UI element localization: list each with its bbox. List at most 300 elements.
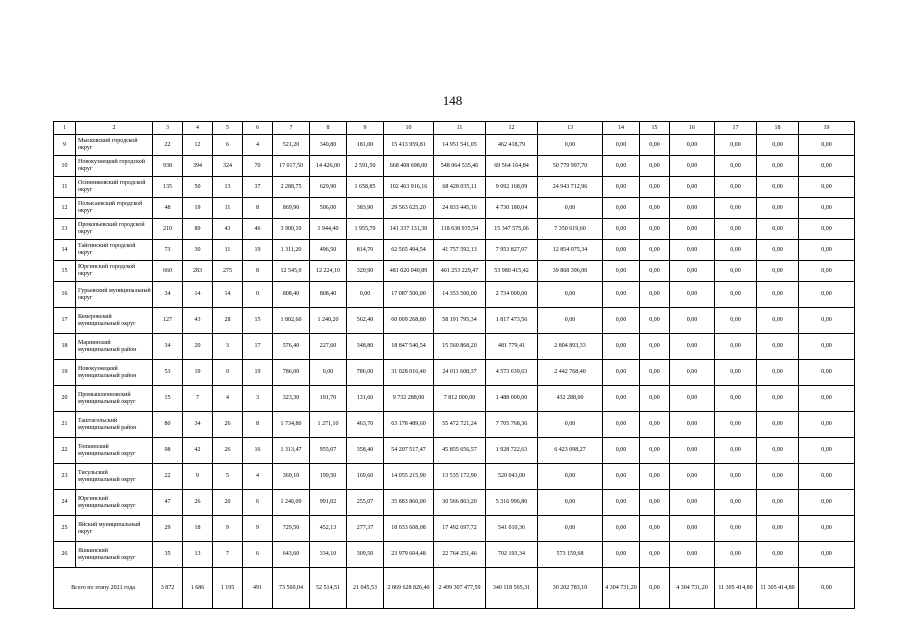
table-cell: 63 178 489,60 — [384, 412, 434, 438]
table-cell: 41 757 592,13 — [434, 240, 486, 261]
table-cell: 0,00 — [715, 261, 757, 282]
table-cell: 786,00 — [273, 360, 310, 386]
table-cell: 1 734,80 — [273, 412, 310, 438]
table-cell: 0,00 — [538, 282, 603, 308]
table-cell: 3 900,10 — [273, 219, 310, 240]
table-cell: 9 732 288,00 — [384, 386, 434, 412]
table-cell: 496,50 — [310, 240, 347, 261]
column-number: 5 — [213, 122, 243, 135]
total-cell: 0,00 — [640, 568, 670, 609]
table-cell: 15 413 959,81 — [384, 135, 434, 156]
table-cell: 0,00 — [799, 156, 855, 177]
table-cell: 0,00 — [715, 464, 757, 490]
row-number: 24 — [54, 490, 76, 516]
municipality-name: Таштагольский муниципальный район — [76, 412, 153, 438]
table-cell: 0,00 — [347, 282, 384, 308]
table-cell: 0,00 — [799, 542, 855, 568]
table-cell: 1 240,20 — [310, 308, 347, 334]
table-cell: 1 658,85 — [347, 177, 384, 198]
table-cell: 16 — [243, 438, 273, 464]
table-cell: 0,00 — [757, 282, 799, 308]
table-cell: 0,00 — [603, 282, 640, 308]
table-cell: 54 207 517,47 — [384, 438, 434, 464]
table-cell: 68 428 035,11 — [434, 177, 486, 198]
table-cell: 1 246,09 — [273, 490, 310, 516]
table-cell: 26 — [213, 438, 243, 464]
table-cell: 0,00 — [603, 219, 640, 240]
table-cell: 0,00 — [538, 198, 603, 219]
table-cell: 7 812 000,00 — [434, 386, 486, 412]
table-cell: 0,00 — [640, 219, 670, 240]
table-row — [54, 135, 855, 156]
table-cell: 0,00 — [640, 386, 670, 412]
table-cell: 2 804 893,33 — [538, 334, 603, 360]
table-cell: 17 — [243, 334, 273, 360]
table-cell: 1 313,47 — [273, 438, 310, 464]
column-number: 7 — [273, 122, 310, 135]
table-cell: 30 — [183, 240, 213, 261]
column-number: 11 — [434, 122, 486, 135]
municipality-name: Полысаевский городской округ — [76, 198, 153, 219]
table-cell: 11 — [213, 198, 243, 219]
table-cell: 80 — [153, 412, 183, 438]
table-cell: 0,00 — [640, 516, 670, 542]
table-cell: 17 017,50 — [273, 156, 310, 177]
table-cell: 0,00 — [799, 177, 855, 198]
table-cell: 3 — [243, 386, 273, 412]
table-cell: 0,00 — [757, 516, 799, 542]
table-cell: 0,00 — [670, 177, 715, 198]
table-cell: 0,00 — [538, 516, 603, 542]
table-cell: 0,00 — [640, 282, 670, 308]
total-cell: 4 304 731,20 — [670, 568, 715, 609]
table-cell: 18 — [183, 516, 213, 542]
table-cell: 277,37 — [347, 516, 384, 542]
table-cell: 0,00 — [715, 135, 757, 156]
table-cell: 34 — [183, 412, 213, 438]
table-cell: 0,00 — [640, 438, 670, 464]
table-cell: 0,00 — [640, 261, 670, 282]
table-cell: 0,00 — [640, 464, 670, 490]
table-cell: 0,00 — [603, 542, 640, 568]
table-cell: 255,07 — [347, 490, 384, 516]
table-cell: 869,90 — [273, 198, 310, 219]
table-cell: 0,00 — [603, 198, 640, 219]
column-number: 4 — [183, 122, 213, 135]
row-number: 15 — [54, 261, 76, 282]
table-cell: 0,00 — [799, 360, 855, 386]
municipality-name: Топкинский муниципальный округ — [76, 438, 153, 464]
table-cell: 23 979 604,48 — [384, 542, 434, 568]
table-cell: 0,00 — [715, 334, 757, 360]
row-number: 19 — [54, 360, 76, 386]
table-cell: 227,60 — [310, 334, 347, 360]
table-cell: 0,00 — [799, 308, 855, 334]
table-cell: 5 — [213, 464, 243, 490]
table-cell: 0,00 — [603, 464, 640, 490]
table-cell: 14 — [183, 282, 213, 308]
table-cell: 0,00 — [670, 412, 715, 438]
table-cell: 13 — [213, 177, 243, 198]
table-cell: 15 347 575,06 — [486, 219, 538, 240]
table-cell: 7 350 619,60 — [538, 219, 603, 240]
table-cell: 0,00 — [799, 219, 855, 240]
table-cell: 0,00 — [757, 542, 799, 568]
table-cell: 0,00 — [715, 177, 757, 198]
table-cell: 2 442 768,40 — [538, 360, 603, 386]
row-number: 18 — [54, 334, 76, 360]
table-cell: 0,00 — [670, 219, 715, 240]
table-cell: 0,00 — [603, 334, 640, 360]
table-cell: 0,00 — [603, 386, 640, 412]
column-number: 3 — [153, 122, 183, 135]
municipality-name: Промышленновский муниципальный округ — [76, 386, 153, 412]
table-cell: 43 — [183, 308, 213, 334]
table-cell: 14 426,00 — [310, 156, 347, 177]
table-cell: 463,70 — [347, 412, 384, 438]
municipality-name: Юргинский муниципальный округ — [76, 490, 153, 516]
column-number: 15 — [640, 122, 670, 135]
municipality-name: Яшкинский муниципальный округ — [76, 542, 153, 568]
table-cell: 0,00 — [757, 219, 799, 240]
municipality-name: Новокузнецкий городской округ — [76, 156, 153, 177]
column-number: 13 — [538, 122, 603, 135]
table-row — [54, 282, 855, 308]
table-cell: 34 — [153, 282, 183, 308]
table-cell: 0,00 — [799, 386, 855, 412]
table-cell: 0,00 — [799, 438, 855, 464]
table-cell: 334,10 — [310, 542, 347, 568]
table-cell: 6 — [243, 542, 273, 568]
column-number: 2 — [76, 122, 153, 135]
total-cell: 73 560,04 — [273, 568, 310, 609]
table-cell: 383,90 — [347, 198, 384, 219]
table-cell: 0 — [213, 360, 243, 386]
table-cell: 2 591,50 — [347, 156, 384, 177]
table-cell: 35 — [153, 542, 183, 568]
table-cell: 19 — [243, 360, 273, 386]
table-row — [54, 464, 855, 490]
table-cell: 4 730 180,04 — [486, 198, 538, 219]
table-cell: 127 — [153, 308, 183, 334]
table-cell: 0,00 — [670, 360, 715, 386]
table-cell: 7 953 827,07 — [486, 240, 538, 261]
table-cell: 668 408 698,00 — [384, 156, 434, 177]
table-cell: 0,00 — [757, 360, 799, 386]
municipality-name: Гурьевский муниципальный округ — [76, 282, 153, 308]
table-cell: 4 — [213, 386, 243, 412]
table-cell: 452,13 — [310, 516, 347, 542]
total-cell: 1 195 — [213, 568, 243, 609]
table-cell: 0,00 — [310, 360, 347, 386]
table-cell: 401 253 229,47 — [434, 261, 486, 282]
table-cell: 62 565 494,54 — [384, 240, 434, 261]
total-cell: 21 045,53 — [347, 568, 384, 609]
table-cell: 1 271,10 — [310, 412, 347, 438]
table-cell: 14 951 541,05 — [434, 135, 486, 156]
row-number: 14 — [54, 240, 76, 261]
table-row — [54, 198, 855, 219]
column-number: 18 — [757, 122, 799, 135]
table-cell: 0,00 — [757, 412, 799, 438]
table-cell: 60 009 268,80 — [384, 308, 434, 334]
table-row — [54, 261, 855, 282]
table-cell: 0,00 — [757, 438, 799, 464]
municipality-name: Тисульский муниципальный округ — [76, 464, 153, 490]
table-cell: 0,00 — [799, 490, 855, 516]
table-row — [54, 542, 855, 568]
row-number: 22 — [54, 438, 76, 464]
table-cell: 481 779,41 — [486, 334, 538, 360]
table-cell: 0,00 — [715, 360, 757, 386]
table-cell: 199,50 — [310, 464, 347, 490]
table-row — [54, 412, 855, 438]
table-cell: 0,00 — [603, 490, 640, 516]
table-cell: 169,60 — [347, 464, 384, 490]
table-cell: 0,00 — [603, 438, 640, 464]
table-cell: 0,00 — [715, 308, 757, 334]
table-cell: 0,00 — [603, 177, 640, 198]
municipality-name: Новокузнецкий муниципальный район — [76, 360, 153, 386]
table-cell: 462 418,79 — [486, 135, 538, 156]
table-cell: 9 — [183, 464, 213, 490]
table-cell: 808,40 — [310, 282, 347, 308]
row-number: 21 — [54, 412, 76, 438]
table-cell: 432 288,00 — [538, 386, 603, 412]
table-row — [54, 516, 855, 542]
column-number: 17 — [715, 122, 757, 135]
table-cell: 548 064 535,46 — [434, 156, 486, 177]
municipality-name: Тайгинский городской округ — [76, 240, 153, 261]
table-cell: 118 638 935,54 — [434, 219, 486, 240]
table-cell: 31 028 016,40 — [384, 360, 434, 386]
table-cell: 69 564 164,84 — [486, 156, 538, 177]
table-row — [54, 219, 855, 240]
table-cell: 0,00 — [799, 516, 855, 542]
total-cell: 11 305 414,80 — [757, 568, 799, 609]
table-row — [54, 240, 855, 261]
table-cell: 50 779 997,70 — [538, 156, 603, 177]
table-cell: 45 855 656,57 — [434, 438, 486, 464]
table-cell: 26 — [183, 490, 213, 516]
total-cell: 2 869 628 826,40 — [384, 568, 434, 609]
table-cell: 17 087 500,00 — [384, 282, 434, 308]
table-cell: 0,00 — [799, 412, 855, 438]
table-cell: 89 — [183, 219, 213, 240]
table-cell: 0,00 — [757, 386, 799, 412]
table-cell: 481 020 040,89 — [384, 261, 434, 282]
total-cell: 491 — [243, 568, 273, 609]
table-cell: 0,00 — [640, 412, 670, 438]
table-cell: 29 563 625,20 — [384, 198, 434, 219]
table-cell: 541 010,36 — [486, 516, 538, 542]
table-cell: 42 — [183, 438, 213, 464]
table-cell: 0,00 — [670, 516, 715, 542]
municipality-name: Кемеровский муниципальный округ — [76, 308, 153, 334]
row-number: 25 — [54, 516, 76, 542]
table-cell: 135 — [153, 177, 183, 198]
table-cell: 0,00 — [670, 490, 715, 516]
table-cell: 0,00 — [538, 308, 603, 334]
column-number: 1 — [54, 122, 76, 135]
table-cell: 1 817 473,56 — [486, 308, 538, 334]
table-cell: 34 — [153, 334, 183, 360]
table-cell: 348,80 — [347, 334, 384, 360]
table-cell: 660 — [153, 261, 183, 282]
table-cell: 131,60 — [347, 386, 384, 412]
table-cell: 1 802,60 — [273, 308, 310, 334]
table-cell: 0,00 — [799, 334, 855, 360]
table-cell: 24 943 712,96 — [538, 177, 603, 198]
table-cell: 58 191 795,34 — [434, 308, 486, 334]
table-cell: 47 — [153, 490, 183, 516]
table-cell: 9 — [243, 516, 273, 542]
table-cell: 643,60 — [273, 542, 310, 568]
table-cell: 0,00 — [603, 412, 640, 438]
table-row — [54, 156, 855, 177]
table-cell: 729,50 — [273, 516, 310, 542]
table-cell: 12 — [183, 135, 213, 156]
table-cell: 9 — [213, 516, 243, 542]
table-cell: 320,90 — [347, 261, 384, 282]
table-cell: 98 — [153, 438, 183, 464]
row-number: 23 — [54, 464, 76, 490]
table-cell: 39 868 396,00 — [538, 261, 603, 282]
total-cell: 4 304 731,20 — [603, 568, 640, 609]
total-cell: 1 686 — [183, 568, 213, 609]
column-number: 6 — [243, 122, 273, 135]
table-cell: 6 — [243, 490, 273, 516]
table-cell: 24 833 445,16 — [434, 198, 486, 219]
table-row — [54, 360, 855, 386]
table-cell: 12 545,0 — [273, 261, 310, 282]
total-cell: 30 202 783,10 — [538, 568, 603, 609]
table-cell: 0,00 — [715, 438, 757, 464]
table-row — [54, 438, 855, 464]
table-cell: 0,00 — [670, 198, 715, 219]
table-row — [54, 386, 855, 412]
table-cell: 0,00 — [757, 334, 799, 360]
table-cell: 0,00 — [799, 261, 855, 282]
table-cell: 37 — [243, 177, 273, 198]
table-cell: 0,00 — [670, 334, 715, 360]
table-cell: 576,40 — [273, 334, 310, 360]
total-cell: 2 499 307 477,59 — [434, 568, 486, 609]
table-cell: 22 — [153, 464, 183, 490]
table-cell: 0,00 — [670, 308, 715, 334]
table-cell: 340,80 — [310, 135, 347, 156]
municipality-name: Прокопьевский городской округ — [76, 219, 153, 240]
table-cell: 55 472 721,24 — [434, 412, 486, 438]
table-cell: 8 — [243, 412, 273, 438]
municipality-name: Осинниковский городской округ — [76, 177, 153, 198]
row-number: 13 — [54, 219, 76, 240]
table-cell: 0,00 — [715, 516, 757, 542]
table-cell: 0,00 — [603, 240, 640, 261]
table-cell: 8 — [243, 261, 273, 282]
municipality-name: Яйский муниципальный округ — [76, 516, 153, 542]
table-cell: 0,00 — [603, 135, 640, 156]
table-cell: 5 316 996,80 — [486, 490, 538, 516]
table-cell: 991,02 — [310, 490, 347, 516]
total-cell: 340 118 565,31 — [486, 568, 538, 609]
table-cell: 0,00 — [799, 135, 855, 156]
table-cell: 0,00 — [670, 438, 715, 464]
table-cell: 14 — [213, 282, 243, 308]
table-cell: 0,00 — [603, 261, 640, 282]
table-cell: 102 463 916,16 — [384, 177, 434, 198]
table-cell: 0,00 — [640, 198, 670, 219]
table-cell: 0,00 — [757, 490, 799, 516]
table-cell: 0,00 — [670, 542, 715, 568]
table-cell: 12 854 075,34 — [538, 240, 603, 261]
table-cell: 43 — [213, 219, 243, 240]
table-cell: 35 883 860,00 — [384, 490, 434, 516]
table-cell: 0,00 — [670, 261, 715, 282]
table-cell: 814,70 — [347, 240, 384, 261]
table-cell: 18 847 540,54 — [384, 334, 434, 360]
table-cell: 0,00 — [757, 198, 799, 219]
table-cell: 20 — [183, 334, 213, 360]
table-cell: 0,00 — [757, 308, 799, 334]
table-cell: 17 492 697,72 — [434, 516, 486, 542]
table-cell: 629,90 — [310, 177, 347, 198]
table-cell: 4 — [243, 464, 273, 490]
table-cell: 20 — [213, 490, 243, 516]
table-cell: 1 955,70 — [347, 219, 384, 240]
table-cell: 324 — [213, 156, 243, 177]
table-cell: 0,00 — [640, 177, 670, 198]
table-cell: 6 423 098,27 — [538, 438, 603, 464]
municipality-name: Мариинский муниципальный район — [76, 334, 153, 360]
row-number: 17 — [54, 308, 76, 334]
table-cell: 1 928 722,63 — [486, 438, 538, 464]
table-cell: 0,00 — [640, 360, 670, 386]
table-cell: 48 — [153, 198, 183, 219]
table-cell: 12 224,10 — [310, 261, 347, 282]
table-cell: 283 — [183, 261, 213, 282]
table-cell: 11 — [213, 240, 243, 261]
table-cell: 19 — [243, 240, 273, 261]
table-cell: 0,00 — [670, 386, 715, 412]
table-cell: 210 — [153, 219, 183, 240]
table-cell: 358,40 — [347, 438, 384, 464]
table-cell: 0,00 — [799, 240, 855, 261]
row-number: 16 — [54, 282, 76, 308]
table-cell: 562,40 — [347, 308, 384, 334]
table-cell: 6 — [213, 135, 243, 156]
table-cell: 30 566 863,20 — [434, 490, 486, 516]
table-cell: 15 — [153, 386, 183, 412]
table-cell: 369,10 — [273, 464, 310, 490]
total-label: Всего по этапу 2021 года — [54, 568, 153, 609]
table-cell: 0,00 — [799, 198, 855, 219]
table-cell: 0,00 — [670, 464, 715, 490]
column-number: 8 — [310, 122, 347, 135]
table-cell: 0,00 — [538, 490, 603, 516]
table-cell: 0,00 — [603, 516, 640, 542]
table-cell: 14 353 500,00 — [434, 282, 486, 308]
table-cell: 0,00 — [640, 135, 670, 156]
page-number: 148 — [442, 93, 463, 108]
table-cell: 0,00 — [715, 386, 757, 412]
table-cell: 141 337 131,30 — [384, 219, 434, 240]
table-cell: 22 — [153, 135, 183, 156]
table-cell: 0,00 — [715, 490, 757, 516]
table-cell: 15 560 868,20 — [434, 334, 486, 360]
table-cell: 13 535 172,90 — [434, 464, 486, 490]
table-cell: 3 — [213, 334, 243, 360]
